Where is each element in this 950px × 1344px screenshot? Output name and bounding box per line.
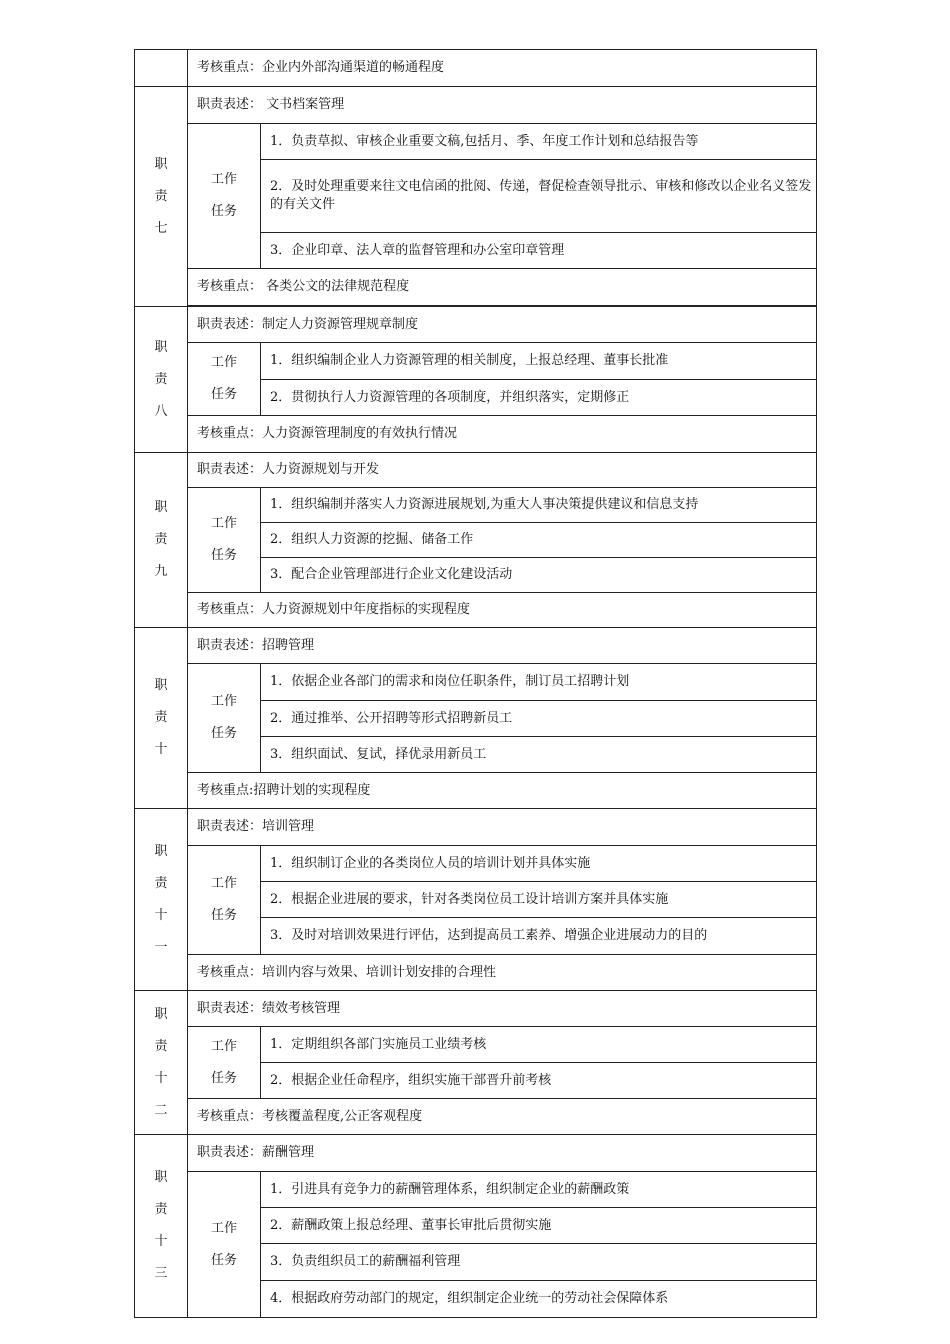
task-cell: 1．引进具有竞争力的薪酬管理体系，组织制定企业的薪酬政策 <box>261 1172 817 1208</box>
description-cell: 职责表述：人力资源规划与开发 <box>188 453 817 488</box>
table-row <box>135 87 817 124</box>
description-cell: 职责表述：绩效考核管理 <box>188 991 817 1027</box>
table-row <box>135 991 817 1027</box>
task-cell: 4．根据政府劳动部门的规定，组织制定企业统一的劳动社会保障体系 <box>261 1281 817 1318</box>
table-row <box>135 593 817 628</box>
task-cell: 3．配合企业管理部进行企业文化建设活动 <box>261 558 817 593</box>
duty-label-9: 职 责 九 <box>135 453 188 628</box>
task-cell: 1．定期组织各部门实施员工业绩考核 <box>261 1027 817 1063</box>
empty-label-cell <box>135 50 188 87</box>
table-row <box>135 1135 817 1172</box>
table-row <box>135 269 817 306</box>
task-label: 工作 任务 <box>188 1172 261 1318</box>
task-cell: 2．及时处理重要来往文电信函的批阅、传递，督促检查领导批示、审核和修改以企业名义签发的有关文件 <box>261 160 817 233</box>
duty-label-10: 职 责 十 <box>135 628 188 809</box>
duty-label-11: 职 责 十 一 <box>135 809 188 991</box>
assessment-cell: 考核重点：企业内外部沟通渠道的畅通程度 <box>188 50 817 87</box>
task-cell: 1．组织编制企业人力资源管理的相关制度，上报总经理、董事长批准 <box>261 343 817 380</box>
task-label: 工作 任务 <box>188 124 261 269</box>
table-row <box>135 343 817 380</box>
table-row <box>135 1172 817 1208</box>
task-label: 工作 任务 <box>188 846 261 955</box>
duty-table <box>134 49 817 1318</box>
task-cell: 1．组织编制并落实人力资源进展规划,为重大人事决策提供建议和信息支持 <box>261 488 817 523</box>
task-cell: 1．组织制订企业的各类岗位人员的培训计划并具体实施 <box>261 846 817 882</box>
table-row <box>135 846 817 882</box>
description-cell: 职责表述：制定人力资源管理规章制度 <box>188 307 817 343</box>
assessment-cell: 考核重点：培训内容与效果、培训计划安排的合理性 <box>188 955 817 991</box>
duty-label-8: 职 责 八 <box>135 307 188 453</box>
description-cell: 职责表述：薪酬管理 <box>188 1135 817 1172</box>
table-row <box>135 488 817 523</box>
assessment-cell: 考核重点：考核覆盖程度,公正客观程度 <box>188 1099 817 1135</box>
task-cell: 2．通过推举、公开招聘等形式招聘新员工 <box>261 701 817 737</box>
task-cell: 3．组织面试、复试，择优录用新员工 <box>261 737 817 773</box>
description-cell: 职责表述： 文书档案管理 <box>188 87 817 124</box>
description-cell: 职责表述：招聘管理 <box>188 628 817 664</box>
task-cell: 2．贯彻执行人力资源管理的各项制度，并组织落实，定期修正 <box>261 380 817 416</box>
task-label: 工作 任务 <box>188 664 261 773</box>
assessment-cell: 考核重点：人力资源管理制度的有效执行情况 <box>188 416 817 453</box>
task-label: 工作 任务 <box>188 1027 261 1099</box>
duty-label-13: 职 责 十 三 <box>135 1135 188 1318</box>
task-cell: 2．根据企业进展的要求，针对各类岗位员工设计培训方案并具体实施 <box>261 882 817 918</box>
assessment-cell: 考核重点： 各类公文的法律规范程度 <box>188 269 817 306</box>
assessment-cell: 考核重点：人力资源规划中年度指标的实现程度 <box>188 593 817 628</box>
table-row <box>135 664 817 701</box>
task-label: 工作 任务 <box>188 343 261 416</box>
table-row <box>135 773 817 809</box>
duty-label-7: 职 责 七 <box>135 87 188 307</box>
duty-label-12: 职 责 十 二 <box>135 991 188 1135</box>
table-row <box>135 1027 817 1063</box>
assessment-cell: 考核重点:招聘计划的实现程度 <box>188 773 817 809</box>
table-row <box>135 453 817 488</box>
table-row <box>135 809 817 846</box>
task-cell: 3．负责组织员工的薪酬福利管理 <box>261 1244 817 1281</box>
table-row <box>135 628 817 664</box>
task-cell: 3．及时对培训效果进行评估，达到提高员工素养、增强企业进展动力的目的 <box>261 918 817 955</box>
task-cell: 3．企业印章、法人章的监督管理和办公室印章管理 <box>261 233 817 269</box>
table-row <box>135 1099 817 1135</box>
task-cell: 2．根据企业任命程序，组织实施干部晋升前考核 <box>261 1063 817 1099</box>
task-cell: 1．负责草拟、审核企业重要文稿,包括月、季、年度工作计划和总结报告等 <box>261 124 817 160</box>
table-row <box>135 955 817 991</box>
table-row <box>135 124 817 160</box>
table-row <box>135 416 817 453</box>
table-row <box>135 307 817 343</box>
task-cell: 1．依据企业各部门的需求和岗位任职条件，制订员工招聘计划 <box>261 664 817 701</box>
task-cell: 2．薪酬政策上报总经理、董事长审批后贯彻实施 <box>261 1208 817 1244</box>
task-label: 工作 任务 <box>188 488 261 593</box>
table-row <box>135 50 817 87</box>
description-cell: 职责表述：培训管理 <box>188 809 817 846</box>
task-cell: 2．组织人力资源的挖掘、储备工作 <box>261 523 817 558</box>
